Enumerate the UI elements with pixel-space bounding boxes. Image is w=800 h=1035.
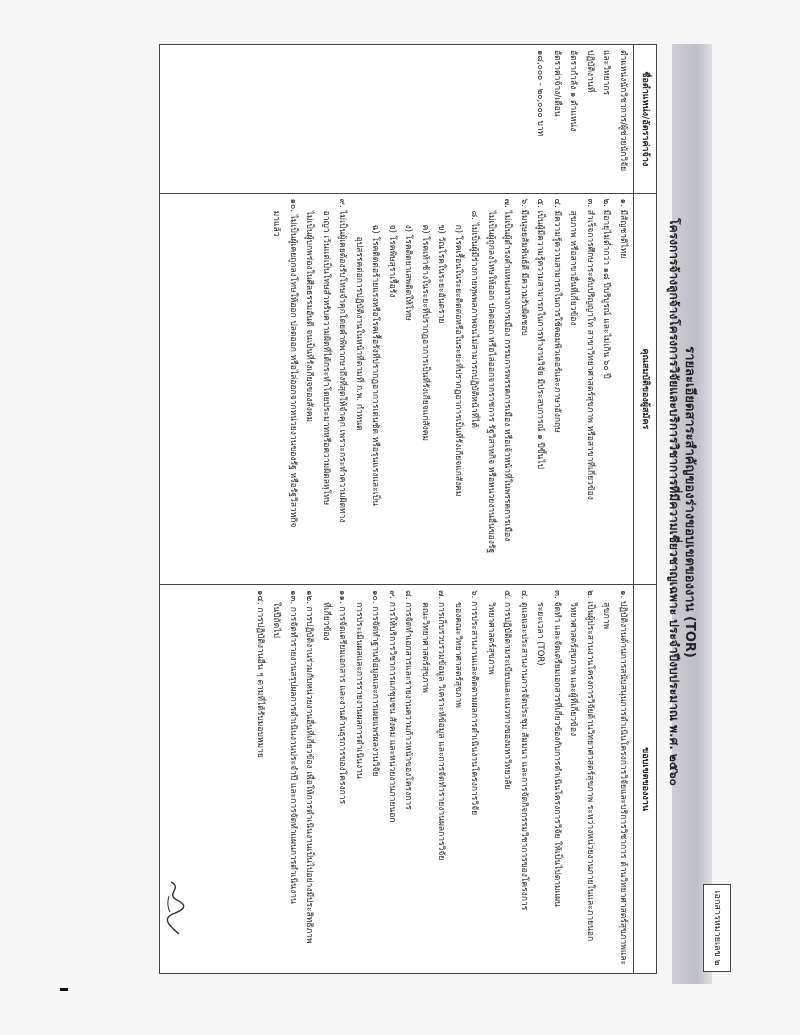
qualification-line: ค) โรคเท้าช้างในระยะที่ปรากฏอาการเป็นที่รังเกียจแก่สังคม xyxy=(420,224,430,442)
tor-table xyxy=(159,44,657,974)
header-scope-of-work: ขอบเขตของงาน xyxy=(634,585,657,974)
position-line: และวิทยากร xyxy=(601,50,612,96)
qualification-line: ๒. มีอายุไม่ต่ำกว่า ๑๘ ปีบริบูรณ์ และไม่เกิน ๖๐ ปี xyxy=(601,198,612,379)
qualification-line: สุขภาพ หรือสาขาอื่นที่เกี่ยวข้อง xyxy=(568,210,579,326)
scope-line: การประเมินผลและการรายงานผลการดำเนินงาน xyxy=(354,602,364,779)
scope-line: ๑๔. การปฏิบัติงานอื่น ๆ ตามที่ได้รับมอบหมาย xyxy=(255,590,265,758)
scope-line: ๗. การเก็บรวบรวมข้อมูล วิเคราะห์ข้อมูล และการจัดทำรายงานผลการวิจัย xyxy=(436,590,447,861)
scope-line: ๑. ปฏิบัติงานด้านการสนับสนุนการดำเนินโครงการวิจัยและบริการวิชาการ ด้านวิทยาศาสตร์สุขภาพและ xyxy=(618,590,628,966)
qualification-line: ไม่เป็นผู้ถูกลงโทษให้ออก ปลดออก หรือไล่ออกจากราชการ รัฐวิสาหกิจ หรือหน่วยงานอื่นของรัฐ xyxy=(486,210,496,554)
header-qualifications: คุณสมบัติของผู้สมัคร xyxy=(634,193,657,585)
scope-line: ในปีถัดไป xyxy=(271,602,282,638)
position-line: ปฏิบัติงานที่ xyxy=(585,50,595,93)
qualification-line: ๑. มีสัญชาติไทย xyxy=(618,198,628,259)
scope-line: ๑๑. การจัดเตรียมเอกสาร และงานด้านธุรการของโครงการ xyxy=(337,590,348,805)
qualification-line: อาญา เว้นแต่เป็นโทษสำหรับความผิดที่ได้กระทำโดยประมาทหรือความผิดลหุโทษ xyxy=(321,210,331,506)
scope-line: ของคณะวิทยาศาสตร์สุขภาพ xyxy=(453,602,463,708)
qualification-line: ๔. มีความรู้ความสามารถในการใช้คอมพิวเตอร์และภาษาอังกฤษ xyxy=(552,198,562,433)
qualification-line: มาแล้ว xyxy=(271,210,282,237)
handwritten-signature xyxy=(163,878,187,938)
qualification-line: ๘. ไม่เป็นผู้มีร่างกายทุพพลภาพจนไม่สามารถปฏิบัติหน้าที่ได้ xyxy=(469,210,480,428)
scope-line: ๑๒. การปฏิบัติงานร่วมกับหน่วยงานอื่นที่เกี่ยวข้อง เพื่อให้การดำเนินงานเป็นไปอย่างมีประสิทธิภาพ xyxy=(304,590,315,944)
qualification-line: อุปสรรคต่อการปฏิบัติงานในหน้าที่ตามที่ ก.พ. กำหนด xyxy=(354,236,364,431)
scope-line: คณะวิทยาศาสตร์สุขภาพ xyxy=(420,602,430,693)
qualification-line: ง) โรคติดยาเสพติดให้โทษ xyxy=(403,224,414,321)
position-line: อัตรากำลัง ๑ ตำแหน่ง xyxy=(568,50,579,132)
qualification-line: ๓. สำเร็จการศึกษาระดับปริญญาโท สาขาวิทยาศาสตร์สุขภาพ หรือสาขาที่เกี่ยวข้อง xyxy=(585,198,595,500)
position-cell xyxy=(160,45,634,194)
scope-line: สุขภาพ xyxy=(601,602,612,630)
position-line: ตำแหน่งนักวิชาการ/ผู้ช่วยนักวิจัย xyxy=(618,50,628,172)
table-row xyxy=(160,45,634,974)
scan-edge-mark xyxy=(60,988,68,991)
position-line: ๑๘,๐๐๐ - ๒๐,๐๐๐ บาท xyxy=(535,50,546,137)
scope-line: ๑๓. การจัดทำรายงานสรุปผลการดำเนินงานประจำปี และการจัดทำแผนการดำเนินงาน xyxy=(288,590,298,904)
scope-line: วิทยาศาสตร์สุขภาพ xyxy=(486,602,496,675)
qualification-line: ๖. มีมนุษยสัมพันธ์ดี มีความรับผิดชอบ xyxy=(519,198,529,336)
qualification-line: ข) วัณโรคในระยะอันตราย xyxy=(436,224,447,324)
document-reference-box: เอกสารหมายเลข ๒ xyxy=(703,884,731,972)
scope-line: ๔. ดูแลและประสานงานการจัดประชุม สัมมนา และการจัดกิจกรรมวิชาการของโครงการ xyxy=(519,590,529,911)
rotated-document-page xyxy=(125,22,735,982)
header-position-rate: ชื่อตำแหน่ง/อัตราค่าจ้าง xyxy=(634,45,657,194)
scope-line: ๘. การจัดทำเอกสารและรายงานความก้าวหน้าของโครงการ xyxy=(403,590,414,810)
scope-line: ๒. เป็นผู้ประสานงานโครงการวิจัยด้านวิทยาศาสตร์สุขภาพ ระหว่างหน่วยงานภายในและภายนอก xyxy=(585,590,595,942)
scope-line: ระยะเวลา (TOR) xyxy=(535,602,546,666)
scope-line: ที่เกี่ยวข้อง xyxy=(321,602,331,641)
scope-line: ๖. การประสานงานและติดตามผลการดำเนินงานโครงการวิจัย xyxy=(469,590,480,816)
document-title: รายละเอียดสาระสำคัญของร่างขอบเขตของงาน (TOR) xyxy=(682,346,697,658)
qualifications-cell xyxy=(160,193,634,585)
qualification-line: ก) โรคเรื้อนในระยะติดต่อหรือในระยะที่ปรากฏอาการเป็นที่รังเกียจแก่สังคม xyxy=(453,224,463,497)
scope-line: ๓. จัดทำ และจัดเตรียมเอกสารที่เกี่ยวข้องกับการดำเนินโครงการวิจัย ให้เป็นไปตามแผน xyxy=(552,590,562,907)
scope-line: ๕. การปฏิบัติตามระเบียบและแนวทางของมหาวิทยาลัย xyxy=(502,590,513,790)
qualification-line: จ) โรคพิษสุราเรื้อรัง xyxy=(387,224,397,298)
scope-line: ๑๐. การจัดทำฐานข้อมูลและการเผยแพร่ผลงานวิจัย xyxy=(370,590,381,777)
qualification-line: ๑๐. ไม่เป็นผู้เคยถูกลงโทษให้ออก ปลดออก หรือไล่ออกจากหน่วยงานของรัฐ หรือรัฐวิสาหกิจ xyxy=(288,198,298,528)
position-line: อัตราค่าจ้าง/เดือน xyxy=(552,50,562,117)
document-subtitle: โครงการจ้างลูกจ้างโครงการวิจัยและบริการวิชาการที่มีความเชี่ยวชาญเฉพาะ ประจำปีงบประมาณ พ.ศ. ๒๕๖๐ xyxy=(667,218,681,786)
scope-cell xyxy=(160,585,634,974)
qualification-line: ฉ) โรคติดต่อร้ายแรงหรือโรคเรื้อรังที่ปรากฏอาการเด่นชัด หรือรุนแรงและเป็น xyxy=(370,224,381,506)
qualification-line: ไม่เป็นผู้บกพร่องในศีลธรรมอันดี จนเป็นที่รังเกียจของสังคม xyxy=(304,210,315,423)
qualification-line: ๗. ไม่เป็นผู้ดำรงตำแหน่งทางการเมือง กรรมการพรรคการเมือง หรือเจ้าหน้าที่ในพรรคการเมือง xyxy=(502,198,513,542)
scope-line: ๙. การให้บริการวิชาการแก่ชุมชน สังคม และหน่วยงานภายนอก xyxy=(387,590,397,823)
qualification-line: ๕. เป็นผู้มีความรู้ความสามารถในการทำงานวิจัย มีประสบการณ์ ๑ ปีขึ้นไป xyxy=(535,198,546,470)
qualification-line: ๙. ไม่เป็นผู้เคยต้องรับโทษจำคุกโดยคำพิพากษาถึงที่สุดให้จำคุก เพราะกระทำความผิดทาง xyxy=(337,198,348,523)
scope-line: วิทยาศาสตร์สุขภาพ และผู้ที่เกี่ยวข้อง xyxy=(568,602,579,737)
table-header-row xyxy=(634,45,657,974)
